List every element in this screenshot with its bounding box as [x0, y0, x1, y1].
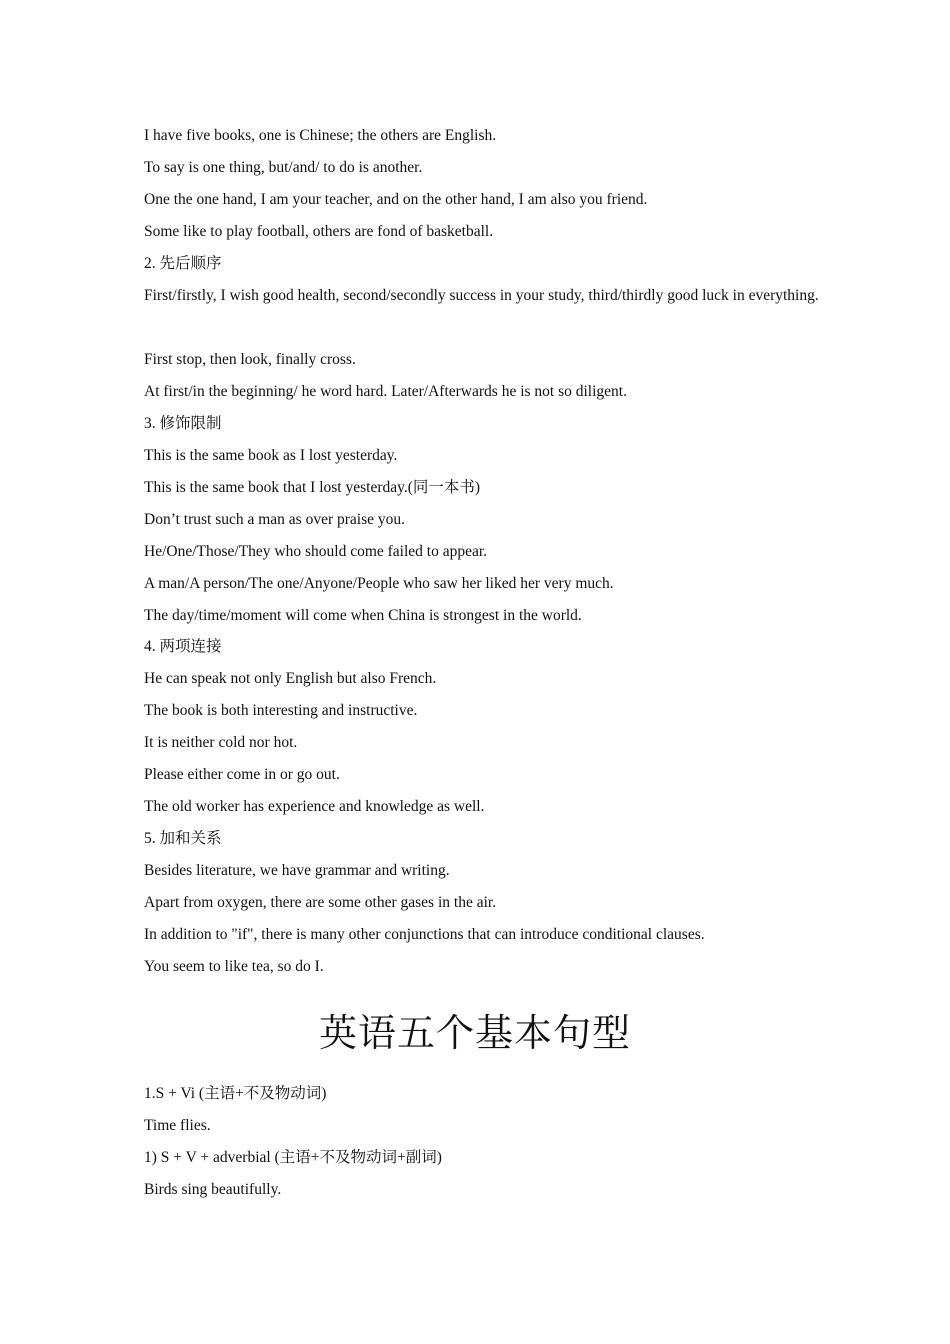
section-heading: 5. 加和关系 [144, 830, 222, 847]
text-line: He/One/Those/They who should come failed to appear. [144, 543, 488, 560]
text-line: Please either come in or go out. [144, 766, 340, 783]
text-line: In addition to "if", there is many other conjunctions that can introduce conditional clauses. [144, 926, 705, 943]
text-line: 1) S + V + adverbial (主语+不及物动词+副词) [144, 1149, 442, 1166]
text-line: I have five books, one is Chinese; the others are English. [144, 127, 497, 144]
text-line: This is the same book as I lost yesterday. [144, 447, 398, 464]
text-line: You seem to like tea, so do I. [144, 958, 324, 975]
text-line: Some like to play football, others are fond of basketball. [144, 223, 494, 240]
page-title: 英语五个基本句型 [318, 1013, 631, 1055]
text-line: Time flies. [144, 1117, 211, 1134]
text-line: 1.S + Vi (主语+不及物动词) [144, 1085, 327, 1102]
text-line: It is neither cold nor hot. [144, 734, 298, 751]
text-line: A man/A person/The one/Anyone/People who saw her liked her very much. [144, 575, 614, 592]
section-heading: 3. 修饰限制 [144, 415, 222, 432]
text-line: First stop, then look, finally cross. [144, 351, 356, 368]
text-line: The old worker has experience and knowledge as well. [144, 798, 485, 815]
text-line: Apart from oxygen, there are some other gases in the air. [144, 894, 497, 911]
text-line: The day/time/moment will come when China is strongest in the world. [144, 607, 582, 624]
section-heading: 2. 先后顺序 [144, 255, 222, 272]
text-line: One the one hand, I am your teacher, and on the other hand, I am also you friend. [144, 191, 648, 208]
text-line: Birds sing beautifully. [144, 1181, 282, 1198]
text-line: He can speak not only English but also French. [144, 670, 437, 687]
text-line: To say is one thing, but/and/ to do is another. [144, 159, 423, 176]
text-line: Don’t trust such a man as over praise you. [144, 511, 406, 528]
text-line: First/firstly, I wish good health, second/secondly success in your study, third/thirdly good luck in everything. [144, 287, 819, 304]
text-line: The book is both interesting and instructive. [144, 702, 418, 719]
section-heading: 4. 两项连接 [144, 638, 222, 655]
text-line: At first/in the beginning/ he word hard. Later/Afterwards he is not so diligent. [144, 383, 627, 400]
text-line: This is the same book that I lost yesterday.(同一本书) [144, 479, 481, 496]
text-line: Besides literature, we have grammar and writing. [144, 862, 450, 879]
